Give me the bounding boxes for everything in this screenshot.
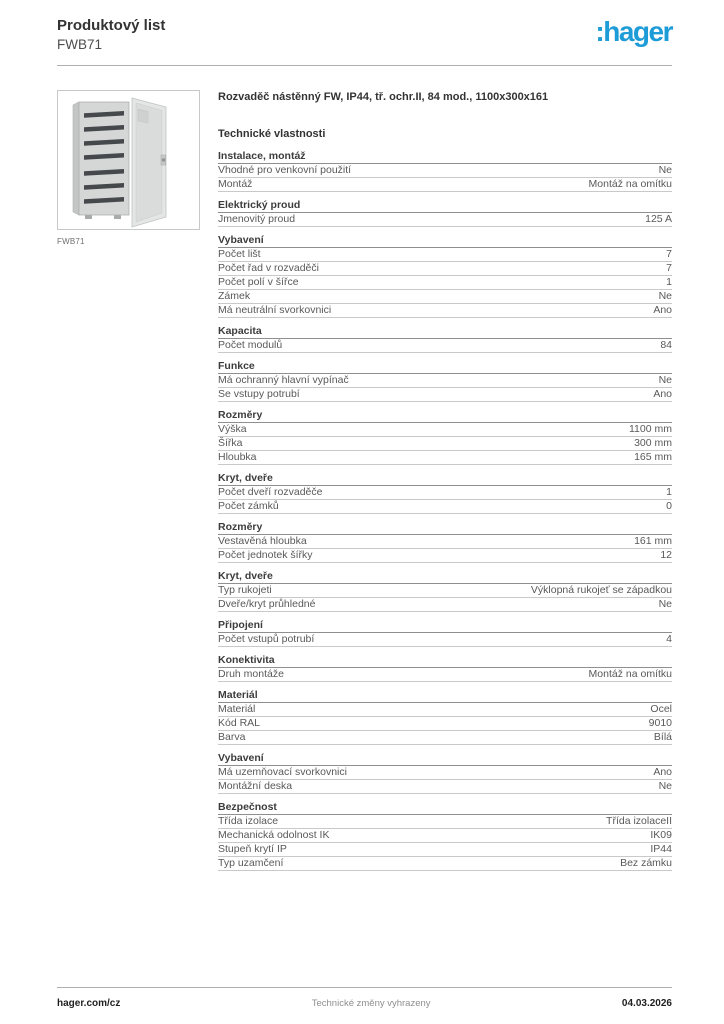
spec-row bbox=[218, 339, 672, 353]
spec-row bbox=[218, 668, 672, 682]
distribution-board-illustration bbox=[58, 91, 199, 229]
spec-value: 4 bbox=[666, 633, 672, 646]
spec-section-title: Rozměry bbox=[218, 409, 672, 423]
spec-section bbox=[218, 752, 672, 794]
spec-label: Stupeň krytí IP bbox=[218, 843, 287, 856]
spec-section bbox=[218, 234, 672, 318]
footer-notice: Technické změny vyhrazeny bbox=[311, 998, 431, 1009]
spec-section-title: Kryt, dveře bbox=[218, 570, 672, 584]
spec-label: Se vstupy potrubí bbox=[218, 388, 300, 401]
spec-value: Montáž na omítku bbox=[588, 668, 672, 681]
spec-row bbox=[218, 304, 672, 318]
spec-row bbox=[218, 829, 672, 843]
spec-section bbox=[218, 150, 672, 192]
spec-section-title: Elektrický proud bbox=[218, 199, 672, 213]
spec-section-title: Funkce bbox=[218, 360, 672, 374]
spec-label: Typ rukojeti bbox=[218, 584, 272, 597]
spec-section bbox=[218, 325, 672, 353]
spec-value: Bílá bbox=[653, 731, 672, 744]
spec-section-title: Kapacita bbox=[218, 325, 672, 339]
page-header bbox=[57, 17, 672, 66]
spec-sections bbox=[218, 150, 672, 871]
spec-row bbox=[218, 815, 672, 829]
spec-row bbox=[218, 374, 672, 388]
spec-value: 0 bbox=[666, 500, 672, 513]
product-code: FWB71 bbox=[57, 37, 103, 52]
spec-row bbox=[218, 549, 672, 563]
spec-row bbox=[218, 500, 672, 514]
spec-label: Počet polí v šířce bbox=[218, 276, 299, 289]
spec-label: Vestavěná hloubka bbox=[218, 535, 307, 548]
product-title: Rozvaděč nástěnný FW, IP44, tř. ochr.II, 84 mod., 1100x300x161 bbox=[218, 91, 549, 104]
product-image-caption: FWB71 bbox=[57, 237, 85, 247]
spec-label: Vhodné pro venkovní použití bbox=[218, 164, 352, 177]
spec-label: Kód RAL bbox=[218, 717, 261, 730]
spec-label: Počet dveří rozvaděče bbox=[218, 486, 323, 499]
spec-label: Šířka bbox=[218, 437, 243, 450]
spec-section-title: Konektivita bbox=[218, 654, 672, 668]
spec-row bbox=[218, 486, 672, 500]
spec-row bbox=[218, 535, 672, 549]
spec-label: Druh montáže bbox=[218, 668, 284, 681]
spec-row bbox=[218, 766, 672, 780]
spec-section-title: Instalace, montáž bbox=[218, 150, 672, 164]
footer-website-link[interactable]: hager.com/cz bbox=[57, 998, 121, 1009]
spec-row bbox=[218, 290, 672, 304]
page-footer bbox=[57, 987, 672, 1009]
spec-value: Ne bbox=[658, 290, 672, 303]
spec-value: 9010 bbox=[648, 717, 672, 730]
spec-label: Třída izolace bbox=[218, 815, 279, 828]
spec-row bbox=[218, 164, 672, 178]
spec-section bbox=[218, 619, 672, 647]
spec-row bbox=[218, 731, 672, 745]
spec-row bbox=[218, 423, 672, 437]
spec-label: Dveře/kryt průhledné bbox=[218, 598, 316, 611]
spec-section bbox=[218, 801, 672, 871]
spec-label: Barva bbox=[218, 731, 246, 744]
spec-section-title: Kryt, dveře bbox=[218, 472, 672, 486]
spec-value: Výklopná rukojeť se západkou bbox=[530, 584, 672, 597]
spec-label: Počet lišt bbox=[218, 248, 261, 261]
spec-row bbox=[218, 717, 672, 731]
spec-label: Montáž bbox=[218, 178, 253, 191]
spec-value: 84 bbox=[660, 339, 672, 352]
spec-value: 161 mm bbox=[634, 535, 672, 548]
spec-value: Bez zámku bbox=[620, 857, 672, 870]
spec-value: 1 bbox=[666, 276, 672, 289]
spec-row bbox=[218, 276, 672, 290]
spec-value: Ocel bbox=[650, 703, 672, 716]
spec-row bbox=[218, 598, 672, 612]
spec-value: Montáž na omítku bbox=[588, 178, 672, 191]
spec-value: IK09 bbox=[650, 829, 672, 842]
spec-label: Výška bbox=[218, 423, 247, 436]
content-area bbox=[57, 90, 672, 871]
spec-column bbox=[218, 90, 672, 871]
spec-label: Má uzemňovací svorkovnici bbox=[218, 766, 347, 779]
spec-section-title: Připojení bbox=[218, 619, 672, 633]
spec-row bbox=[218, 437, 672, 451]
spec-section bbox=[218, 654, 672, 682]
spec-label: Má neutrální svorkovnici bbox=[218, 304, 332, 317]
spec-value: Ano bbox=[653, 388, 672, 401]
hager-logo: :hager bbox=[595, 16, 672, 47]
spec-label: Montážní deska bbox=[218, 780, 293, 793]
spec-label: Počet řad v rozvaděči bbox=[218, 262, 319, 275]
spec-value: Ne bbox=[658, 598, 672, 611]
spec-value: 7 bbox=[666, 262, 672, 275]
spec-label: Typ uzamčení bbox=[218, 857, 284, 870]
footer-date: 04.03.2026 bbox=[621, 998, 672, 1009]
spec-row bbox=[218, 857, 672, 871]
specs-heading: Technické vlastnosti bbox=[218, 127, 326, 140]
spec-value: 12 bbox=[660, 549, 672, 562]
spec-value: IP44 bbox=[650, 843, 672, 856]
spec-value: Ano bbox=[653, 304, 672, 317]
spec-row bbox=[218, 584, 672, 598]
document-type-title: Produktový list bbox=[57, 17, 166, 34]
spec-value: Třída izolaceII bbox=[606, 815, 672, 828]
spec-section-title: Bezpečnost bbox=[218, 801, 672, 815]
spec-label: Jmenovitý proud bbox=[218, 213, 296, 226]
spec-section bbox=[218, 360, 672, 402]
spec-section bbox=[218, 472, 672, 514]
spec-row bbox=[218, 178, 672, 192]
spec-row bbox=[218, 451, 672, 465]
product-image-column bbox=[57, 90, 218, 871]
spec-label: Materiál bbox=[218, 703, 256, 716]
spec-section-title: Materiál bbox=[218, 689, 672, 703]
spec-row bbox=[218, 262, 672, 276]
spec-label: Má ochranný hlavní vypínač bbox=[218, 374, 349, 387]
product-image bbox=[57, 90, 200, 230]
spec-value: Ne bbox=[658, 164, 672, 177]
spec-label: Počet vstupů potrubí bbox=[218, 633, 315, 646]
spec-row bbox=[218, 248, 672, 262]
spec-row bbox=[218, 843, 672, 857]
spec-value: 125 A bbox=[645, 213, 672, 226]
spec-value: 300 mm bbox=[634, 437, 672, 450]
spec-label: Hloubka bbox=[218, 451, 257, 464]
spec-row bbox=[218, 780, 672, 794]
spec-row bbox=[218, 213, 672, 227]
spec-label: Mechanická odolnost IK bbox=[218, 829, 330, 842]
spec-section bbox=[218, 570, 672, 612]
header-titles bbox=[57, 17, 165, 53]
spec-value: Ne bbox=[658, 374, 672, 387]
spec-value: 1 bbox=[666, 486, 672, 499]
spec-section bbox=[218, 689, 672, 745]
spec-value: Ne bbox=[658, 780, 672, 793]
spec-value: 1100 mm bbox=[629, 423, 672, 436]
spec-row bbox=[218, 633, 672, 647]
spec-value: Ano bbox=[653, 766, 672, 779]
spec-row bbox=[218, 703, 672, 717]
spec-label: Zámek bbox=[218, 290, 251, 303]
spec-label: Počet modulů bbox=[218, 339, 283, 352]
spec-section bbox=[218, 409, 672, 465]
spec-section-title: Vybavení bbox=[218, 752, 672, 766]
spec-section bbox=[218, 521, 672, 563]
spec-section bbox=[218, 199, 672, 227]
spec-value: 165 mm bbox=[634, 451, 672, 464]
spec-value: 7 bbox=[666, 248, 672, 261]
spec-label: Počet jednotek šířky bbox=[218, 549, 313, 562]
spec-label: Počet zámků bbox=[218, 500, 279, 513]
spec-row bbox=[218, 388, 672, 402]
spec-section-title: Rozměry bbox=[218, 521, 672, 535]
spec-section-title: Vybavení bbox=[218, 234, 672, 248]
